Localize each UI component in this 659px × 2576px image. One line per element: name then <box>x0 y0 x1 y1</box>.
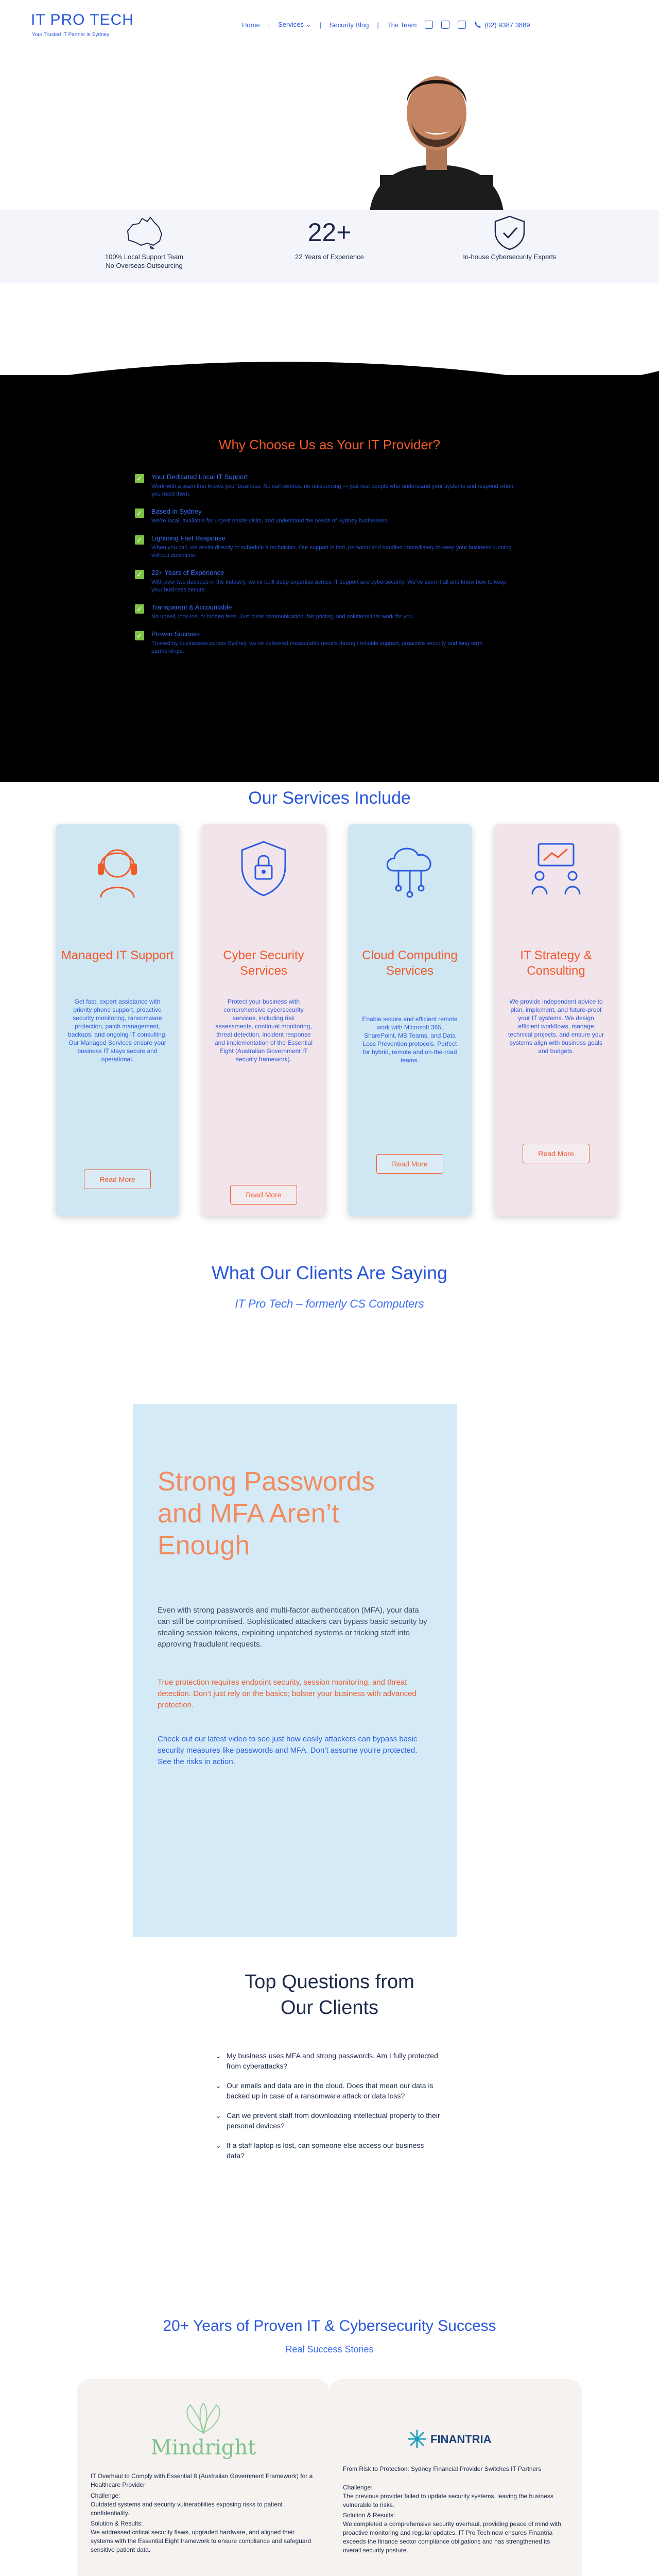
support-headset-icon <box>85 837 149 901</box>
chevron-down-icon: ⌄ <box>215 2052 221 2060</box>
why-item-desc: With over two decades in the industry, we’ve built deep expertise across IT support and cybersecurity. We’ve seen it all and know how to keep your business secure. <box>151 579 507 593</box>
faq-item[interactable] <box>215 2110 442 2131</box>
case-logo-mindright: Mindright <box>150 2436 256 2460</box>
service-card-it-strategy[interactable] <box>494 824 618 1216</box>
case-study-card-finantria <box>330 2379 582 2576</box>
chevron-down-icon: ⌄ <box>215 2141 221 2149</box>
read-more-button[interactable]: Read More <box>230 1185 297 1205</box>
why-item <box>135 569 516 594</box>
why-item-desc: No upsell, lock-ins, or hidden fees. Just clear communication, fair pricing, and solutions that work for you. <box>151 614 414 620</box>
wave-divider-bottom <box>0 737 659 783</box>
article-title: Strong Passwords and MFA Aren’t Enough <box>158 1467 375 1561</box>
why-item <box>135 630 516 655</box>
service-card-desc: Protect your business with comprehensive cybersecurity services, including risk assessments, continual monitoring, threat detection, incident response and implementation of the Essential Eight (Australian Government IT security framework). <box>214 998 313 1063</box>
service-card-desc: Get fast, expert assistance with priority phone support, proactive security monitoring, ransomware protection, patch management, backups, and ongoing IT consulting. Our Managed Services ensure your business IT stays secure and operational. <box>68 998 167 1063</box>
strategy-people-icon <box>524 837 588 901</box>
why-item-desc: Work with a team that knows your business. No call centres, no outsourcing — just real people who understand your systems and respond when you need them. <box>151 483 513 497</box>
faq-question: Can we prevent staff from downloading intellectual property to their personal devices? <box>227 2111 440 2130</box>
article-paragraph: Check out our latest video to see just how easily attackers can bypass basic security measures like passwords and MFA. Don’t assume you’re protected. See the risks in action. <box>158 1735 418 1766</box>
case-challenge: Outdated systems and security vulnerabilities exposing risks to patient confidentiality. <box>91 2501 283 2517</box>
mindright-leaf-icon <box>175 2403 232 2434</box>
read-more-button[interactable]: Read More <box>84 1170 151 1189</box>
case-solution-label: Solution & Results: <box>91 2520 143 2527</box>
checkmark-icon: ✓ <box>135 631 144 640</box>
why-item <box>135 507 516 525</box>
trust-local-support-text: 100% Local Support Team No Overseas Outsourcing <box>105 253 184 269</box>
faq-item[interactable] <box>215 2140 442 2161</box>
why-item-title: 22+ Years of Experience <box>151 569 224 577</box>
why-item <box>135 473 516 498</box>
checkmark-icon: ✓ <box>135 509 144 518</box>
checkmark-icon: ✓ <box>135 474 144 483</box>
logo-subtitle: Your Trusted IT Partner in Sydney <box>32 32 110 38</box>
read-more-button[interactable]: Read More <box>376 1154 443 1174</box>
case-solution-label: Solution & Results: <box>343 2512 395 2519</box>
nav-team[interactable]: The Team <box>387 21 417 29</box>
main-nav <box>242 21 530 29</box>
read-more-button[interactable]: Read More <box>523 1144 589 1163</box>
chevron-down-icon: ⌄ <box>305 21 311 28</box>
security-article-card <box>133 1404 457 1937</box>
faq-title <box>0 1969 659 2021</box>
shield-lock-icon <box>232 837 296 901</box>
linkedin-icon[interactable] <box>441 21 449 29</box>
why-item-title: Based in Sydney <box>151 507 202 515</box>
checkmark-icon: ✓ <box>135 570 144 579</box>
service-card-title: IT Strategy & Consulting <box>520 948 592 978</box>
facebook-icon[interactable] <box>425 21 433 29</box>
chevron-down-icon: ⌄ <box>215 2111 221 2120</box>
chevron-down-icon: ⌄ <box>215 2081 221 2090</box>
why-item <box>135 603 516 621</box>
australia-map-icon <box>124 215 165 249</box>
why-item-title: Transparent & Accountable <box>151 603 232 611</box>
faq-question: If a staff laptop is lost, can someone else access our business data? <box>227 2141 424 2160</box>
header-phone-number: (02) 9387 3889 <box>484 21 530 29</box>
service-card-cloud[interactable] <box>348 824 472 1216</box>
nav-separator: | <box>319 21 321 29</box>
service-card-title: Cyber Security Services <box>223 948 304 978</box>
article-paragraph: Even with strong passwords and multi-factor authentication (MFA), your data can still be compromised. Sophisticated attackers can bypass basic security by stealing session tokens, exploiting unpatched systems or tricking staff into approving fraudulent requests. <box>158 1606 427 1649</box>
service-card-title: Managed IT Support <box>61 948 174 962</box>
faq-question: Our emails and data are in the cloud. Does that mean our data is backed up in case of a ransomware attack or data loss? <box>227 2081 433 2100</box>
why-title: Why Choose Us as Your IT Provider? <box>218 437 441 452</box>
checkmark-icon: ✓ <box>135 535 144 545</box>
faq-title-text: Top Questions from Our Clients <box>245 1971 414 2019</box>
why-item <box>135 534 516 560</box>
trust-bar <box>0 210 659 283</box>
service-card-cyber-security[interactable] <box>202 824 325 1216</box>
hero-section <box>0 0 659 283</box>
service-card-desc: Enable secure and efficient remote work with Microsoft 365, SharePoint, MS Teams, and Data Loss Prevention protocols. Perfect for hybrid, remote and on-the-road teams. <box>362 1015 458 1064</box>
nav-separator: | <box>268 21 270 29</box>
service-card-desc: We provide independent advice to plan, implement, and future-proof your IT systems. We design efficient workflows, manage technical projects, and ensure your systems align with business goals and budgets. <box>508 998 604 1055</box>
cloud-network-icon <box>378 837 442 901</box>
header-phone[interactable] <box>474 21 530 29</box>
nav-home[interactable]: Home <box>242 21 260 29</box>
phone-icon <box>474 21 481 28</box>
nav-security-blog[interactable]: Security Blog <box>329 21 369 29</box>
case-heading: From Risk to Protection: Sydney Financial Provider Switches IT Partners <box>343 2465 542 2472</box>
success-title: 20+ Years of Proven IT & Cybersecurity Success <box>163 2317 496 2334</box>
case-solution: We completed a comprehensive security overhaul, providing peace of mind with proactive monitoring and regular updates. IT Pro Tech now ensures Finantria exceeds the finance sector compliance obligations and has strengthened its overall security posture. <box>343 2520 561 2554</box>
clients-subtitle: IT Pro Tech – formerly CS Computers <box>235 1297 424 1310</box>
years-number: 22+ <box>307 218 352 247</box>
checkmark-icon: ✓ <box>135 604 144 614</box>
faq-item[interactable] <box>215 2050 442 2071</box>
faq-question: My business uses MFA and strong passwords. Am I fully protected from cyberattacks? <box>227 2052 438 2070</box>
logo-title[interactable]: IT PRO TECH <box>31 11 134 28</box>
team-member-portrait <box>349 36 524 211</box>
success-subtitle: Real Success Stories <box>285 2344 374 2354</box>
faq-item[interactable] <box>215 2080 442 2101</box>
case-solution: We addressed critical security flaws, upgraded hardware, and aligned their systems with the Essential Eight framework to ensure compliance and safeguard sensitive patient data. <box>91 2529 311 2553</box>
clients-title: What Our Clients Are Saying <box>211 1262 448 1283</box>
services-title: Our Services Include <box>248 788 411 808</box>
nav-separator: | <box>377 21 379 29</box>
why-item-desc: When you call, we assist directly or schedule a technician. Our support is fast, personal and handled immediately to keep your business running without downtime. <box>151 545 512 558</box>
shield-check-icon <box>491 214 528 251</box>
email-icon[interactable] <box>458 21 466 29</box>
case-challenge-label: Challenge: <box>343 2484 373 2491</box>
service-card-title: Cloud Computing Services <box>362 948 458 978</box>
why-item-desc: Trusted by businesses across Sydney, we’ve delivered measurable results through reliable support, proactive security and long-term partnerships. <box>151 640 483 654</box>
service-card-managed-it[interactable] <box>56 824 179 1216</box>
trust-years-text: 22 Years of Experience <box>295 253 364 261</box>
why-item-desc: We’re local, available for urgent onsite visits, and understand the needs of Sydney businesses. <box>151 518 389 524</box>
case-challenge-label: Challenge: <box>91 2492 120 2499</box>
case-logo-finantria: FINANTRIA <box>430 2433 492 2446</box>
why-item-title: Proven Success <box>151 630 200 638</box>
nav-services[interactable] <box>278 21 311 29</box>
why-item-title: Lightning Fast Response <box>151 534 226 542</box>
nav-services-label: Services <box>278 21 304 28</box>
faq-list <box>215 2050 442 2170</box>
case-study-card-mindright <box>77 2379 330 2576</box>
article-paragraph: True protection requires endpoint security, session monitoring, and threat detection. Don’t just rely on the basics; bolster your business with advanced protection. <box>158 1678 417 1709</box>
case-heading: IT Overhaul to Comply with Essential 8 (Australian Government Framework) for a Healthcare Provider <box>91 2472 313 2488</box>
why-list <box>135 473 516 665</box>
case-challenge: The previous provider failed to update security systems, leaving the business vulnerable to risks. <box>343 2493 553 2509</box>
finantria-logo-icon <box>407 2429 427 2449</box>
why-item-title: Your Dedicated Local IT Support <box>151 473 248 481</box>
trust-inhouse-text: In-house Cybersecurity Experts <box>463 253 557 261</box>
